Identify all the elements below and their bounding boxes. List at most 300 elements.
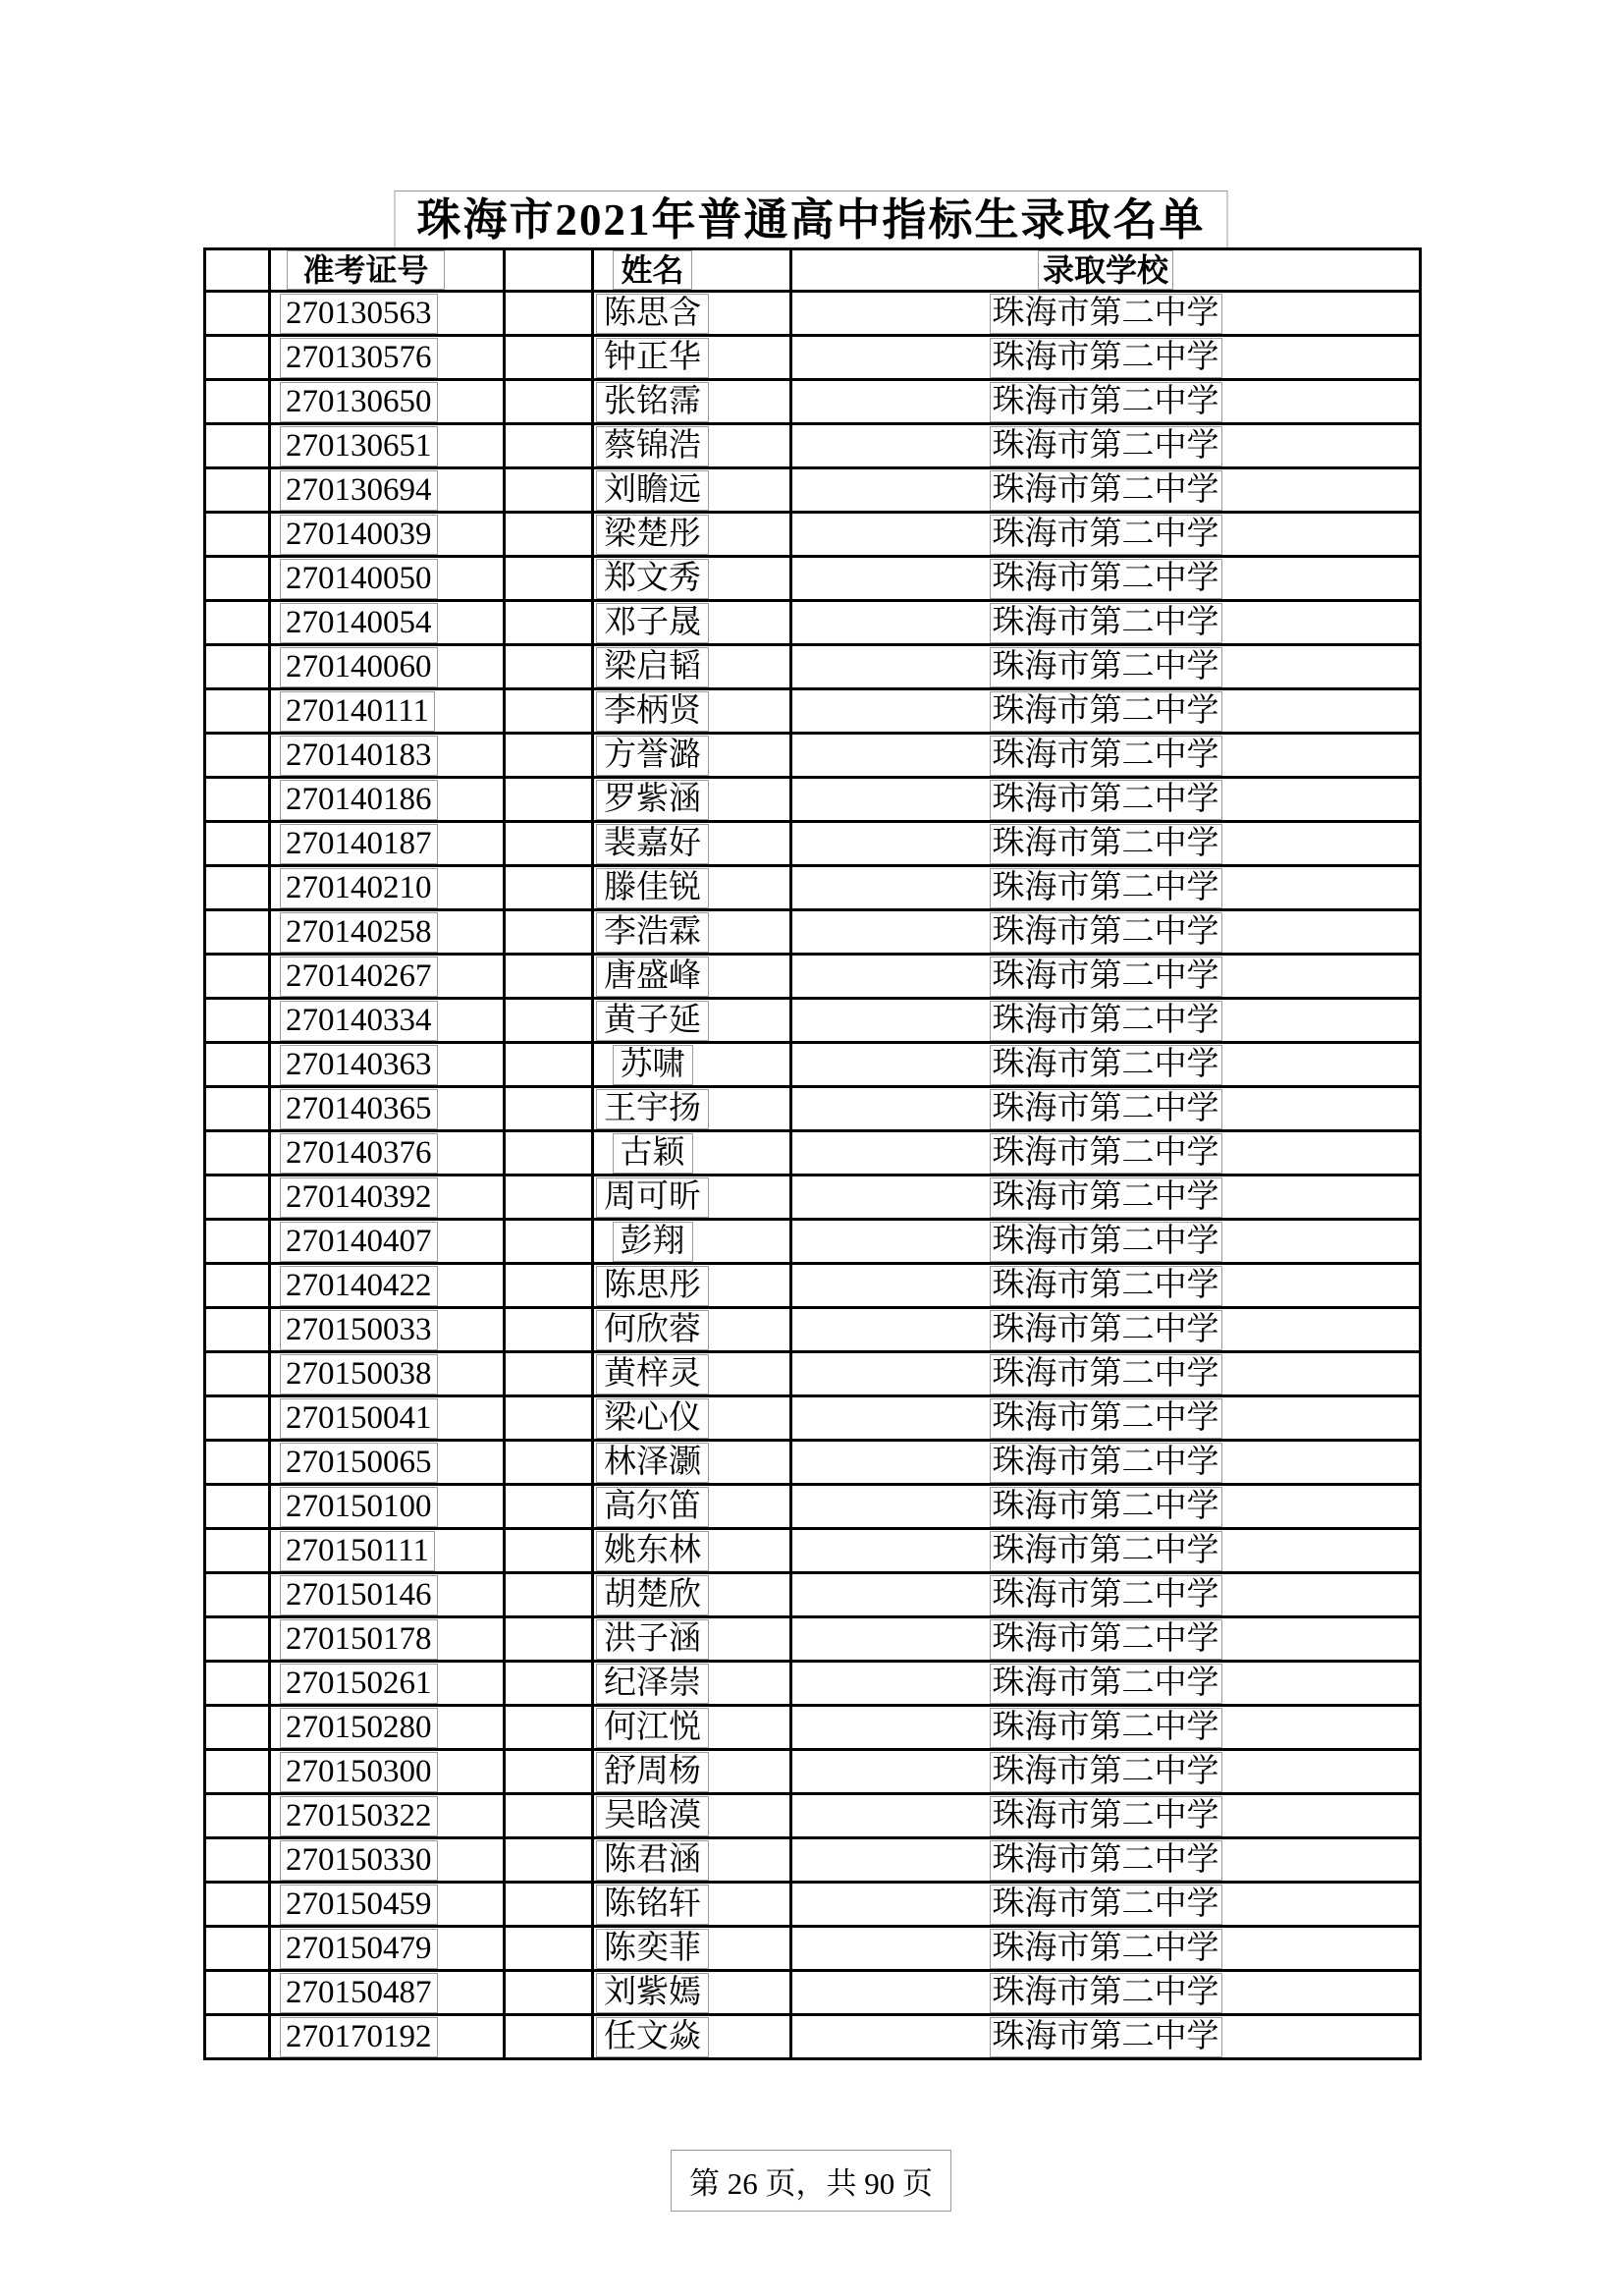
row-cell-name bbox=[593, 778, 791, 822]
name-value: 李柄贤 bbox=[596, 691, 709, 732]
row-cell-exam-no bbox=[270, 999, 505, 1043]
row-cell-name bbox=[593, 1308, 791, 1352]
name-value: 陈奕菲 bbox=[596, 1929, 709, 1969]
row-cell-name bbox=[593, 1529, 791, 1573]
row-cell-exam-no bbox=[270, 336, 505, 380]
row-cell-exam-no bbox=[270, 1352, 505, 1396]
exam-no-value: 270150100 bbox=[280, 1487, 438, 1527]
name-value: 古颖 bbox=[613, 1133, 693, 1174]
name-value: 林泽灏 bbox=[596, 1443, 709, 1483]
row-cell-school bbox=[791, 734, 1421, 778]
row-cell-exam-no bbox=[270, 1750, 505, 1794]
row-cell-school bbox=[791, 1396, 1421, 1441]
row-cell-blank-1 bbox=[205, 645, 270, 689]
name-value: 梁启韬 bbox=[596, 647, 709, 687]
row-cell-name bbox=[593, 1573, 791, 1617]
name-value: 张铭霈 bbox=[596, 382, 709, 422]
admission-table-body bbox=[205, 249, 1421, 2059]
row-cell-blank-2 bbox=[505, 1706, 593, 1750]
table-row bbox=[205, 1883, 1421, 1927]
school-value: 珠海市第二中学 bbox=[990, 1885, 1222, 1925]
row-cell-blank-1 bbox=[205, 1750, 270, 1794]
row-cell-school bbox=[791, 1308, 1421, 1352]
name-value: 刘瞻远 bbox=[596, 470, 709, 511]
school-value: 珠海市第二中学 bbox=[990, 957, 1222, 997]
row-cell-school bbox=[791, 424, 1421, 468]
row-cell-exam-no bbox=[270, 1396, 505, 1441]
admission-table bbox=[203, 247, 1422, 2060]
row-cell-name bbox=[593, 380, 791, 424]
exam-no-value: 270140407 bbox=[280, 1222, 438, 1262]
row-cell-school bbox=[791, 2015, 1421, 2059]
row-cell-school bbox=[791, 1662, 1421, 1706]
school-value: 珠海市第二中学 bbox=[990, 868, 1222, 908]
row-cell-blank-2 bbox=[505, 380, 593, 424]
table-row bbox=[205, 910, 1421, 955]
row-cell-exam-no bbox=[270, 1794, 505, 1838]
school-value: 珠海市第二中学 bbox=[990, 1752, 1222, 1792]
row-cell-blank-2 bbox=[505, 1131, 593, 1175]
school-value: 珠海市第二中学 bbox=[990, 338, 1222, 378]
school-value: 珠海市第二中学 bbox=[990, 1796, 1222, 1836]
row-cell-school bbox=[791, 1706, 1421, 1750]
row-cell-name bbox=[593, 1927, 791, 1971]
name-value: 何欣蓉 bbox=[596, 1310, 709, 1350]
school-value: 珠海市第二中学 bbox=[990, 912, 1222, 953]
exam-no-value: 270140186 bbox=[280, 780, 438, 820]
table-row bbox=[205, 1573, 1421, 1617]
name-value: 吴晗漠 bbox=[596, 1796, 709, 1836]
row-cell-blank-1 bbox=[205, 1175, 270, 1220]
row-cell-name bbox=[593, 2015, 791, 2059]
row-cell-blank-2 bbox=[505, 1838, 593, 1883]
row-cell-blank-2 bbox=[505, 866, 593, 910]
row-cell-exam-no bbox=[270, 645, 505, 689]
name-value: 周可昕 bbox=[596, 1177, 709, 1218]
row-cell-blank-2 bbox=[505, 1308, 593, 1352]
exam-no-value: 270150261 bbox=[280, 1664, 438, 1704]
school-value: 珠海市第二中学 bbox=[990, 1619, 1222, 1660]
name-value: 任文焱 bbox=[596, 2017, 709, 2057]
row-cell-exam-no bbox=[270, 1883, 505, 1927]
row-cell-blank-1 bbox=[205, 1043, 270, 1087]
row-cell-name bbox=[593, 734, 791, 778]
row-cell-blank-1 bbox=[205, 468, 270, 513]
row-cell-school bbox=[791, 468, 1421, 513]
row-cell-school bbox=[791, 1264, 1421, 1308]
row-cell-exam-no bbox=[270, 1043, 505, 1087]
row-cell-exam-no bbox=[270, 1441, 505, 1485]
row-cell-blank-1 bbox=[205, 1308, 270, 1352]
school-value: 珠海市第二中学 bbox=[990, 426, 1222, 466]
table-row bbox=[205, 468, 1421, 513]
row-cell-exam-no bbox=[270, 1529, 505, 1573]
exam-no-value: 270130694 bbox=[280, 470, 438, 511]
row-cell-blank-2 bbox=[505, 1441, 593, 1485]
row-cell-school bbox=[791, 1220, 1421, 1264]
exam-no-value: 270140187 bbox=[280, 824, 438, 864]
name-value: 高尔笛 bbox=[596, 1487, 709, 1527]
row-cell-blank-2 bbox=[505, 1529, 593, 1573]
row-cell-blank-2 bbox=[505, 822, 593, 866]
exam-no-value: 270150065 bbox=[280, 1443, 438, 1483]
document-title: 珠海市2021年普通高中指标生录取名单 bbox=[394, 191, 1227, 249]
row-cell-exam-no bbox=[270, 955, 505, 999]
school-value: 珠海市第二中学 bbox=[990, 2017, 1222, 2057]
exam-no-value: 270130563 bbox=[280, 294, 438, 334]
row-cell-exam-no bbox=[270, 778, 505, 822]
name-value: 钟正华 bbox=[596, 338, 709, 378]
row-cell-exam-no bbox=[270, 380, 505, 424]
table-row bbox=[205, 1175, 1421, 1220]
row-cell-blank-1 bbox=[205, 1706, 270, 1750]
header-cell-name bbox=[593, 249, 791, 292]
row-cell-blank-1 bbox=[205, 1662, 270, 1706]
school-value: 珠海市第二中学 bbox=[990, 1133, 1222, 1174]
row-cell-blank-2 bbox=[505, 1264, 593, 1308]
table-row bbox=[205, 292, 1421, 336]
row-cell-exam-no bbox=[270, 1087, 505, 1131]
exam-no-value: 270140363 bbox=[280, 1045, 438, 1085]
exam-no-value: 270130651 bbox=[280, 426, 438, 466]
row-cell-name bbox=[593, 1396, 791, 1441]
exam-no-value: 270140365 bbox=[280, 1089, 438, 1129]
table-row bbox=[205, 645, 1421, 689]
row-cell-name bbox=[593, 1441, 791, 1485]
row-cell-blank-1 bbox=[205, 910, 270, 955]
name-value: 姚东林 bbox=[596, 1531, 709, 1571]
table-row bbox=[205, 1662, 1421, 1706]
school-value: 珠海市第二中学 bbox=[990, 780, 1222, 820]
table-row bbox=[205, 1441, 1421, 1485]
row-cell-school bbox=[791, 1573, 1421, 1617]
school-value: 珠海市第二中学 bbox=[990, 647, 1222, 687]
row-cell-school bbox=[791, 778, 1421, 822]
name-value: 裴嘉好 bbox=[596, 824, 709, 864]
row-cell-school bbox=[791, 822, 1421, 866]
table-row bbox=[205, 1352, 1421, 1396]
header-cell-exam-no bbox=[270, 249, 505, 292]
row-cell-blank-1 bbox=[205, 999, 270, 1043]
row-cell-school bbox=[791, 1043, 1421, 1087]
row-cell-exam-no bbox=[270, 468, 505, 513]
school-value: 珠海市第二中学 bbox=[990, 691, 1222, 732]
school-value: 珠海市第二中学 bbox=[990, 1398, 1222, 1439]
exam-no-value: 270150487 bbox=[280, 1973, 438, 2013]
row-cell-school bbox=[791, 866, 1421, 910]
row-cell-blank-2 bbox=[505, 557, 593, 601]
name-value: 黄梓灵 bbox=[596, 1354, 709, 1394]
row-cell-blank-2 bbox=[505, 1573, 593, 1617]
row-cell-blank-1 bbox=[205, 557, 270, 601]
school-value: 珠海市第二中学 bbox=[990, 1222, 1222, 1262]
row-cell-name bbox=[593, 999, 791, 1043]
header-cell-school bbox=[791, 249, 1421, 292]
school-value: 珠海市第二中学 bbox=[990, 1266, 1222, 1306]
exam-no-value: 270140258 bbox=[280, 912, 438, 953]
row-cell-blank-1 bbox=[205, 1220, 270, 1264]
table-row bbox=[205, 955, 1421, 999]
row-cell-blank-2 bbox=[505, 778, 593, 822]
row-cell-exam-no bbox=[270, 910, 505, 955]
row-cell-exam-no bbox=[270, 689, 505, 734]
name-value: 方誉潞 bbox=[596, 736, 709, 776]
row-cell-exam-no bbox=[270, 1131, 505, 1175]
row-cell-school bbox=[791, 645, 1421, 689]
row-cell-school bbox=[791, 557, 1421, 601]
row-cell-school bbox=[791, 999, 1421, 1043]
table-row bbox=[205, 1220, 1421, 1264]
row-cell-exam-no bbox=[270, 2015, 505, 2059]
row-cell-blank-1 bbox=[205, 1087, 270, 1131]
row-cell-blank-1 bbox=[205, 1927, 270, 1971]
row-cell-blank-1 bbox=[205, 1573, 270, 1617]
row-cell-exam-no bbox=[270, 822, 505, 866]
name-value: 蔡锦浩 bbox=[596, 426, 709, 466]
table-row bbox=[205, 1396, 1421, 1441]
exam-no-value: 270140050 bbox=[280, 559, 438, 599]
row-cell-blank-1 bbox=[205, 2015, 270, 2059]
row-cell-exam-no bbox=[270, 1617, 505, 1662]
row-cell-blank-2 bbox=[505, 955, 593, 999]
exam-no-value: 270130650 bbox=[280, 382, 438, 422]
row-cell-name bbox=[593, 910, 791, 955]
row-cell-blank-1 bbox=[205, 955, 270, 999]
name-value: 滕佳锐 bbox=[596, 868, 709, 908]
row-cell-name bbox=[593, 1131, 791, 1175]
school-value: 珠海市第二中学 bbox=[990, 1045, 1222, 1085]
row-cell-blank-2 bbox=[505, 734, 593, 778]
row-cell-exam-no bbox=[270, 1485, 505, 1529]
row-cell-school bbox=[791, 380, 1421, 424]
row-cell-blank-2 bbox=[505, 424, 593, 468]
name-value: 陈铭轩 bbox=[596, 1885, 709, 1925]
header-cell-blank-2 bbox=[505, 249, 593, 292]
row-cell-name bbox=[593, 1971, 791, 2015]
school-value: 珠海市第二中学 bbox=[990, 1354, 1222, 1394]
school-value: 珠海市第二中学 bbox=[990, 1929, 1222, 1969]
exam-no-value: 270140376 bbox=[280, 1133, 438, 1174]
table-row bbox=[205, 778, 1421, 822]
school-value: 珠海市第二中学 bbox=[990, 470, 1222, 511]
name-value: 黄子延 bbox=[596, 1001, 709, 1041]
school-value: 珠海市第二中学 bbox=[990, 1443, 1222, 1483]
name-value: 洪子涵 bbox=[596, 1619, 709, 1660]
exam-no-value: 270140422 bbox=[280, 1266, 438, 1306]
table-row bbox=[205, 1264, 1421, 1308]
name-header-label: 姓名 bbox=[613, 250, 691, 290]
row-cell-school bbox=[791, 292, 1421, 336]
table-row bbox=[205, 1971, 1421, 2015]
row-cell-school bbox=[791, 1087, 1421, 1131]
school-value: 珠海市第二中学 bbox=[990, 1177, 1222, 1218]
table-row bbox=[205, 513, 1421, 557]
row-cell-school bbox=[791, 1838, 1421, 1883]
row-cell-exam-no bbox=[270, 424, 505, 468]
row-cell-exam-no bbox=[270, 601, 505, 645]
row-cell-blank-2 bbox=[505, 645, 593, 689]
school-value: 珠海市第二中学 bbox=[990, 1575, 1222, 1615]
row-cell-blank-1 bbox=[205, 778, 270, 822]
row-cell-exam-no bbox=[270, 1706, 505, 1750]
row-cell-exam-no bbox=[270, 1264, 505, 1308]
name-value: 李浩霖 bbox=[596, 912, 709, 953]
table-row bbox=[205, 1131, 1421, 1175]
table-row bbox=[205, 1308, 1421, 1352]
exam-no-value: 270140267 bbox=[280, 957, 438, 997]
row-cell-name bbox=[593, 1617, 791, 1662]
exam-no-value: 270140183 bbox=[280, 736, 438, 776]
row-cell-school bbox=[791, 1750, 1421, 1794]
row-cell-blank-2 bbox=[505, 999, 593, 1043]
row-cell-school bbox=[791, 1617, 1421, 1662]
row-cell-name bbox=[593, 601, 791, 645]
name-value: 胡楚欣 bbox=[596, 1575, 709, 1615]
row-cell-school bbox=[791, 1794, 1421, 1838]
name-value: 舒周杨 bbox=[596, 1752, 709, 1792]
name-value: 陈君涵 bbox=[596, 1840, 709, 1881]
table-row bbox=[205, 866, 1421, 910]
row-cell-blank-2 bbox=[505, 1220, 593, 1264]
name-value: 陈思含 bbox=[596, 294, 709, 334]
exam-no-value: 270150330 bbox=[280, 1840, 438, 1881]
table-row bbox=[205, 1750, 1421, 1794]
name-value: 郑文秀 bbox=[596, 559, 709, 599]
row-cell-blank-1 bbox=[205, 734, 270, 778]
school-value: 珠海市第二中学 bbox=[990, 294, 1222, 334]
school-value: 珠海市第二中学 bbox=[990, 603, 1222, 643]
row-cell-blank-1 bbox=[205, 1352, 270, 1396]
row-cell-blank-2 bbox=[505, 1617, 593, 1662]
row-cell-name bbox=[593, 1838, 791, 1883]
table-row bbox=[205, 1043, 1421, 1087]
name-value: 何江悦 bbox=[596, 1708, 709, 1748]
table-row bbox=[205, 1617, 1421, 1662]
row-cell-name bbox=[593, 292, 791, 336]
table-row bbox=[205, 557, 1421, 601]
row-cell-blank-1 bbox=[205, 424, 270, 468]
exam-no-value: 270150041 bbox=[280, 1398, 438, 1439]
table-row bbox=[205, 689, 1421, 734]
row-cell-school bbox=[791, 955, 1421, 999]
row-cell-blank-1 bbox=[205, 1485, 270, 1529]
table-row bbox=[205, 601, 1421, 645]
row-cell-exam-no bbox=[270, 1175, 505, 1220]
row-cell-name bbox=[593, 1883, 791, 1927]
row-cell-school bbox=[791, 1927, 1421, 1971]
row-cell-blank-2 bbox=[505, 1883, 593, 1927]
row-cell-blank-1 bbox=[205, 866, 270, 910]
table-row bbox=[205, 2015, 1421, 2059]
row-cell-blank-2 bbox=[505, 601, 593, 645]
table-row bbox=[205, 1485, 1421, 1529]
row-cell-school bbox=[791, 1971, 1421, 2015]
row-cell-exam-no bbox=[270, 734, 505, 778]
row-cell-exam-no bbox=[270, 866, 505, 910]
row-cell-name bbox=[593, 689, 791, 734]
row-cell-blank-2 bbox=[505, 1662, 593, 1706]
row-cell-name bbox=[593, 1264, 791, 1308]
name-value: 苏啸 bbox=[613, 1045, 693, 1085]
row-cell-blank-1 bbox=[205, 1794, 270, 1838]
row-cell-blank-2 bbox=[505, 1794, 593, 1838]
row-cell-blank-2 bbox=[505, 468, 593, 513]
name-value: 罗紫涵 bbox=[596, 780, 709, 820]
row-cell-blank-2 bbox=[505, 1396, 593, 1441]
row-cell-blank-2 bbox=[505, 1087, 593, 1131]
row-cell-name bbox=[593, 424, 791, 468]
exam-no-value: 270140392 bbox=[280, 1177, 438, 1218]
table-row bbox=[205, 734, 1421, 778]
row-cell-name bbox=[593, 1485, 791, 1529]
table-row bbox=[205, 1927, 1421, 1971]
name-value: 梁楚彤 bbox=[596, 515, 709, 555]
row-cell-blank-1 bbox=[205, 1617, 270, 1662]
name-value: 纪泽崇 bbox=[596, 1664, 709, 1704]
exam-no-value: 270150280 bbox=[280, 1708, 438, 1748]
page-number-footer: 第 26 页，共 90 页 bbox=[671, 2150, 951, 2212]
exam-no-value: 270130576 bbox=[280, 338, 438, 378]
school-value: 珠海市第二中学 bbox=[990, 1001, 1222, 1041]
header-cell-blank-1 bbox=[205, 249, 270, 292]
row-cell-blank-1 bbox=[205, 689, 270, 734]
row-cell-name bbox=[593, 1794, 791, 1838]
row-cell-blank-1 bbox=[205, 1529, 270, 1573]
row-cell-school bbox=[791, 601, 1421, 645]
name-value: 刘紫嫣 bbox=[596, 1973, 709, 2013]
exam-no-value: 270150479 bbox=[280, 1929, 438, 1969]
row-cell-blank-1 bbox=[205, 1441, 270, 1485]
exam-no-value: 270140210 bbox=[280, 868, 438, 908]
school-value: 珠海市第二中学 bbox=[990, 515, 1222, 555]
row-cell-blank-1 bbox=[205, 1131, 270, 1175]
table-row bbox=[205, 1838, 1421, 1883]
name-value: 王宇扬 bbox=[596, 1089, 709, 1129]
school-value: 珠海市第二中学 bbox=[990, 736, 1222, 776]
row-cell-school bbox=[791, 1131, 1421, 1175]
exam-no-header-label: 准考证号 bbox=[287, 250, 445, 290]
table-row bbox=[205, 1529, 1421, 1573]
row-cell-name bbox=[593, 336, 791, 380]
school-header-label: 录取学校 bbox=[1038, 250, 1173, 290]
row-cell-blank-2 bbox=[505, 1750, 593, 1794]
exam-no-value: 270140111 bbox=[280, 691, 435, 732]
row-cell-blank-2 bbox=[505, 336, 593, 380]
school-value: 珠海市第二中学 bbox=[990, 824, 1222, 864]
row-cell-blank-1 bbox=[205, 336, 270, 380]
row-cell-name bbox=[593, 1220, 791, 1264]
row-cell-blank-1 bbox=[205, 380, 270, 424]
row-cell-name bbox=[593, 1043, 791, 1087]
row-cell-exam-no bbox=[270, 1573, 505, 1617]
row-cell-blank-1 bbox=[205, 822, 270, 866]
row-cell-exam-no bbox=[270, 1308, 505, 1352]
table-row bbox=[205, 1087, 1421, 1131]
row-cell-name bbox=[593, 1087, 791, 1131]
row-cell-exam-no bbox=[270, 1220, 505, 1264]
row-cell-name bbox=[593, 557, 791, 601]
row-cell-blank-2 bbox=[505, 1971, 593, 2015]
exam-no-value: 270150459 bbox=[280, 1885, 438, 1925]
row-cell-name bbox=[593, 1175, 791, 1220]
school-value: 珠海市第二中学 bbox=[990, 1664, 1222, 1704]
row-cell-blank-2 bbox=[505, 1175, 593, 1220]
row-cell-blank-2 bbox=[505, 513, 593, 557]
row-cell-name bbox=[593, 822, 791, 866]
row-cell-exam-no bbox=[270, 1971, 505, 2015]
name-value: 唐盛峰 bbox=[596, 957, 709, 997]
row-cell-exam-no bbox=[270, 1838, 505, 1883]
